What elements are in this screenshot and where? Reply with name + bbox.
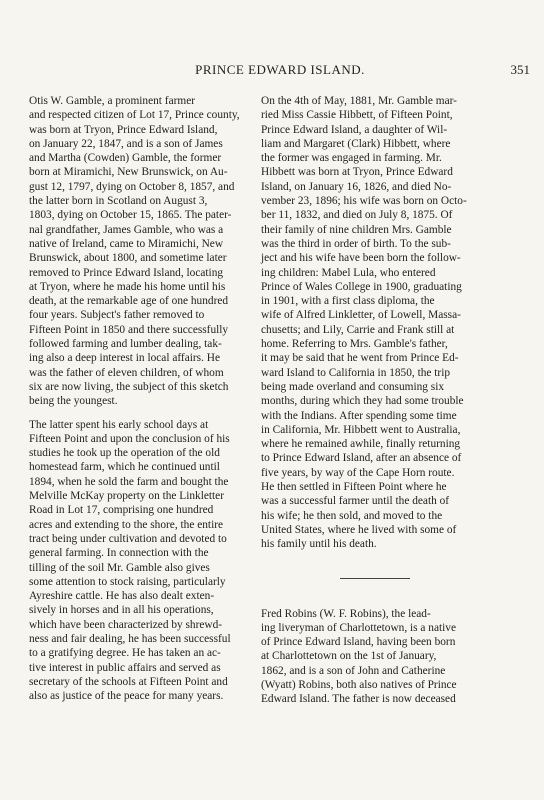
- text-line: The latter spent his early school days at: [29, 418, 209, 431]
- text-line: ness and fair dealing, he has been successful: [29, 632, 231, 645]
- text-line: followed farming and lumber dealing, tak-: [29, 338, 222, 351]
- text-line: 1803, dying on October 15, 1865. The pater-: [29, 209, 232, 222]
- text-line: liam and Margaret (Clark) Hibbett, where: [261, 137, 451, 150]
- page-header: [30, 62, 530, 82]
- text-line: wife of Alfred Linkletter, of Lowell, Massa-: [261, 309, 461, 322]
- text-line: the latter born in Scotland on August 3,: [29, 195, 208, 208]
- text-line: tilling of the soil Mr. Gamble also gives: [29, 561, 210, 574]
- text-line: Ayreshire cattle. He has also dealt exten-: [29, 590, 215, 603]
- text-line: months, during which they had some trouble: [261, 395, 464, 408]
- text-line: sively in horses and in all his operations,: [29, 604, 214, 617]
- text-line: removed to Prince Edward Island, locating: [29, 266, 224, 279]
- text-line: Fred Robins (W. F. Robins), the lead-: [261, 607, 431, 620]
- text-line: On the 4th of May, 1881, Mr. Gamble mar-: [261, 95, 457, 107]
- text-line: Hibbett was born at Tryon, Prince Edward: [261, 166, 453, 179]
- text-line: Edward Island. The father is now deceased: [261, 693, 456, 706]
- text-line: at Charlottetown on the 1st of January,: [261, 650, 437, 663]
- text-line: at Tryon, where he made his home until his: [29, 280, 226, 293]
- text-line: Fifteen Point and upon the conclusion of his: [29, 432, 230, 445]
- text-line: ing children: Mabel Lula, who entered: [261, 266, 436, 279]
- text-line: his wife; he then sold, and moved to the: [261, 509, 443, 522]
- text-line: ing liveryman of Charlottetown, is a native: [261, 621, 457, 634]
- text-line: some attention to stock raising, particularly: [29, 575, 226, 588]
- text-line: He then settled in Fifteen Point where he: [261, 481, 447, 494]
- text-line: in 1901, with a first class diploma, the: [261, 295, 435, 308]
- text-line: Prince of Wales College in 1900, graduating: [261, 280, 462, 293]
- text-line: with the Indians. After spending some time: [261, 409, 457, 422]
- text-line: gust 12, 1797, dying on October 8, 1857, and: [29, 180, 235, 193]
- text-line: homestead farm, which he continued until: [29, 461, 220, 474]
- section-divider: [261, 552, 490, 607]
- text-line: it may be said that he went from Prince Ed-: [261, 352, 459, 365]
- text-line: Island, on January 16, 1826, and died No-: [261, 180, 452, 193]
- text-line: was born at Tryon, Prince Edward Island,: [29, 123, 218, 136]
- text-line: to a gratifying degree. He has taken an ac-: [29, 647, 221, 660]
- text-line: ried Miss Cassie Hibbett, of Fifteen Point,: [261, 109, 453, 122]
- text-line: and Martha (Cowden) Gamble, the former: [29, 152, 222, 165]
- text-line: United States, where he lived with some of: [261, 523, 457, 536]
- text-line: the former was engaged in farming. Mr.: [261, 152, 442, 165]
- text-line: general farming. In connection with the: [29, 547, 209, 560]
- text-line: Brunswick, about 1800, and sometime later: [29, 252, 227, 265]
- text-line: Otis W. Gamble, a prominent farmer: [29, 95, 196, 107]
- text-line: death, at the remarkable age of one hundred: [29, 295, 229, 308]
- text-line: ing also a deep interest in local affairs. He: [29, 352, 220, 365]
- text-line: home. Referring to Mrs. Gamble's father,: [261, 338, 448, 351]
- text-line: nal grandfather, James Gamble, who was a: [29, 223, 224, 236]
- text-line: ward Island to California in 1850, the trip: [261, 366, 451, 379]
- text-line: secretary of the schools at Fifteen Point and: [29, 675, 228, 688]
- text-line: 1862, and is a son of John and Catherine: [261, 664, 446, 677]
- text-line: chusetts; and Lily, Carrie and Frank still at: [261, 323, 455, 336]
- left-column: [29, 94, 255, 703]
- text-line: studies he took up the operation of the old: [29, 447, 220, 460]
- text-line: 1894, when he sold the farm and bought the: [29, 475, 229, 488]
- text-line: Melville McKay property on the Linkletter: [29, 490, 224, 503]
- text-line: acres and extending to the shore, the entire: [29, 518, 224, 531]
- paragraph-gap: [29, 409, 255, 418]
- text-line: and respected citizen of Lot 17, Prince county,: [29, 109, 240, 122]
- right-column-top: [261, 94, 490, 552]
- text-line: also as justice of the peace for many years.: [29, 690, 224, 703]
- right-column-bottom: [261, 607, 490, 707]
- text-line: native of Ireland, came to Miramichi, New: [29, 237, 224, 250]
- text-line: was a successful farmer until the death of: [261, 495, 450, 508]
- text-line: of Prince Edward Island, having been born: [261, 636, 456, 649]
- running-head: PRINCE EDWARD ISLAND.: [195, 62, 365, 77]
- text-line: tive interest in public affairs and served as: [29, 661, 221, 674]
- text-line: was the third in order of birth. To the sub-: [261, 237, 451, 250]
- text-line: which have been characterized by shrewd-: [29, 618, 223, 631]
- page-number: 351: [510, 62, 530, 77]
- text-line: was the father of eleven children, of whom: [29, 366, 224, 379]
- text-line: being made overland and consuming six: [261, 380, 445, 393]
- text-line: five years, by way of the Cape Horn route.: [261, 466, 455, 479]
- text-line: (Wyatt) Robins, both also natives of Prince: [261, 678, 457, 691]
- text-line: being the youngest.: [29, 395, 118, 408]
- text-line: in California, Mr. Hibbett went to Australia,: [261, 423, 461, 436]
- text-line: tract being under cultivation and devoted to: [29, 532, 227, 545]
- right-column: [261, 94, 490, 707]
- text-line: where he remained awhile, finally returning: [261, 438, 461, 451]
- text-line: to Prince Edward Island, after an absence of: [261, 452, 462, 465]
- divider-rule: [340, 578, 410, 579]
- text-line: his family until his death.: [261, 538, 377, 551]
- text-line: Road in Lot 17, comprising one hundred: [29, 504, 214, 517]
- text-line: ber 11, 1832, and died on July 8, 1875. Of: [261, 209, 453, 222]
- text-line: four years. Subject's father removed to: [29, 309, 205, 322]
- text-line: vember 23, 1896; his wife was born on Octo-: [261, 195, 467, 208]
- text-line: Prince Edward Island, a daughter of Wil-: [261, 123, 448, 136]
- text-line: six are now living, the subject of this sketch: [29, 380, 229, 393]
- text-line: Fifteen Point in 1850 and there successfully: [29, 323, 229, 336]
- text-line: on January 22, 1847, and is a son of James: [29, 137, 223, 150]
- text-line: born at Miramichi, New Brunswick, on Au-: [29, 166, 228, 179]
- text-line: ject and his wife have been born the follow-: [261, 252, 461, 265]
- text-line: their family of nine children Mrs. Gamble: [261, 223, 452, 236]
